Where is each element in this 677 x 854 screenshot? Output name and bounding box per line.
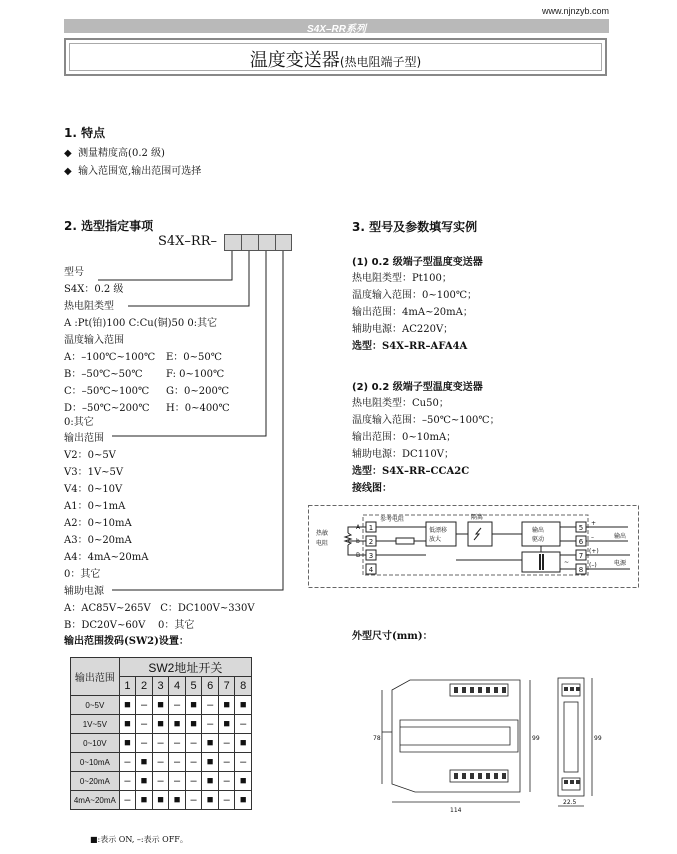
sw2-cell: ■ xyxy=(152,791,169,810)
term-A: A xyxy=(356,524,361,531)
sw2-cell: – xyxy=(218,772,235,791)
sw2-row-label: 0~10V xyxy=(71,734,120,753)
examples-heading: 3. 型号及参数填写实例 xyxy=(352,220,478,234)
out-drive-label-1: 输出 xyxy=(532,527,545,534)
sw2-switch-3: 3 xyxy=(152,677,169,696)
dim-78: 78 xyxy=(373,735,381,742)
sw2-switch-2: 2 xyxy=(136,677,153,696)
rtd-value: A :Pt(铂)100 C:Cu(铜)50 0:其它 xyxy=(64,318,218,329)
sw2-cell: ■ xyxy=(169,715,186,734)
ac-symbol: ~ xyxy=(564,559,570,566)
features-heading: 1. 特点 xyxy=(64,126,106,140)
input-range-f: F: 0~100℃ xyxy=(166,369,225,380)
sw2-cell: – xyxy=(119,772,136,791)
terminal-4: 4 xyxy=(368,566,374,574)
pplus-label: (+) xyxy=(589,548,599,555)
sw2-cell: – xyxy=(136,734,153,753)
sw2-cell: – xyxy=(185,772,202,791)
input-range-c: C：–50℃~100℃ xyxy=(64,386,150,397)
output-item-a3: A3：0~20mA xyxy=(64,535,132,546)
terminal-7: 7 xyxy=(578,552,584,560)
sw2-cell: ■ xyxy=(119,715,136,734)
sw2-row xyxy=(71,715,252,734)
rtd-label: 热电阻类型 xyxy=(64,301,114,312)
output-item-a4: A4：4mA~20mA xyxy=(64,552,149,563)
sw2-cell: – xyxy=(218,734,235,753)
example-1-line-4: 辅助电源：AC220V； xyxy=(352,324,454,335)
terminal-3: 3 xyxy=(368,552,374,560)
sw2-switch-4: 4 xyxy=(169,677,186,696)
sw2-cell: – xyxy=(152,734,169,753)
input-range-h: H：0~400℃ xyxy=(166,403,230,414)
terminal-1: 1 xyxy=(368,524,374,532)
sw2-cell: – xyxy=(169,753,186,772)
output-item-a1: A1：0~1mA xyxy=(64,501,126,512)
example-1-title: (1) 0.2 级端子型温度变送器 xyxy=(352,257,483,268)
selection-heading: 2. 选型指定事项 xyxy=(64,219,154,233)
sw2-row xyxy=(71,753,252,772)
sw2-cell: ■ xyxy=(202,772,219,791)
sw2-cell: ■ xyxy=(235,696,252,715)
input-range-e: E：0~50℃ xyxy=(166,352,222,363)
sw2-cell: ■ xyxy=(136,791,153,810)
amp-label-1: 低漂移 xyxy=(429,527,448,534)
dimensions-label: 外型尺寸(mm)： xyxy=(352,631,433,642)
sw2-row xyxy=(71,772,252,791)
plus-label: + xyxy=(591,520,597,527)
sw2-cell: ■ xyxy=(235,791,252,810)
input-range-d: D：–50℃~200℃ xyxy=(64,403,150,414)
out-drive-label-2: 驱动 xyxy=(532,536,545,543)
sw2-cell: – xyxy=(185,791,202,810)
example-1-model: 选型：S4X–RR–AFA4A xyxy=(352,341,468,352)
feature-item-1: ◆ 测量精度高(0.2 级) xyxy=(64,148,165,159)
term-B: B xyxy=(356,552,361,559)
sw2-cell: – xyxy=(218,753,235,772)
rtd-label-2: 电阻 xyxy=(316,540,329,547)
dim-99-front: 99 xyxy=(594,735,602,742)
sw2-cell: – xyxy=(119,753,136,772)
input-range-label: 温度输入范围 xyxy=(64,335,124,346)
sw2-table xyxy=(70,657,252,810)
sw2-cell: ■ xyxy=(152,715,169,734)
sw2-cell: ■ xyxy=(119,734,136,753)
sw2-switch-7: 7 xyxy=(218,677,235,696)
series-name: S4X–RR系列 xyxy=(307,24,366,35)
input-range-b: B：–50℃~50℃ xyxy=(64,369,143,380)
sw2-cell: ■ xyxy=(136,753,153,772)
sw2-cell: – xyxy=(152,772,169,791)
type-label: 型号 xyxy=(64,267,84,278)
output-item-v3: V3：1V~5V xyxy=(64,467,124,478)
example-2-line-2: 温度输入范围：–50℃~100℃； xyxy=(352,415,500,426)
sw2-row xyxy=(71,791,252,810)
sw2-cell: ■ xyxy=(152,696,169,715)
aux-power-label: 辅助电源 xyxy=(64,586,104,597)
wiring-diagram xyxy=(308,505,648,590)
sw2-switch-5: 5 xyxy=(185,677,202,696)
sw2-cell: – xyxy=(169,772,186,791)
sw2-cell: ■ xyxy=(235,772,252,791)
sw2-cell: ■ xyxy=(136,772,153,791)
minus-label: – xyxy=(591,534,594,541)
output-label: 输出 xyxy=(614,533,627,540)
sw2-cell: – xyxy=(185,734,202,753)
feature-item-2: ◆ 输入范围宽,输出范围可选择 xyxy=(64,166,202,177)
aux-power-row-2: B：DC20V~60V 0：其它 xyxy=(64,620,195,631)
sw2-cell: – xyxy=(169,734,186,753)
website-url[interactable]: www.njnzyb.com xyxy=(541,6,609,16)
sw2-cell: – xyxy=(202,696,219,715)
sw2-switch-8: 8 xyxy=(235,677,252,696)
sw2-caption: 输出范围拨码(SW2)设置： xyxy=(64,636,189,647)
wiring-label: 接线图： xyxy=(352,483,392,494)
terminal-8: 8 xyxy=(578,566,584,574)
sw2-cell: ■ xyxy=(202,791,219,810)
sw2-cell: ■ xyxy=(202,753,219,772)
example-2-line-1: 热电阻类型：Cu50； xyxy=(352,398,449,409)
sw2-switch-1: 1 xyxy=(119,677,136,696)
sw2-row-label: 1V~5V xyxy=(71,715,120,734)
sw2-cell: – xyxy=(185,753,202,772)
example-2-model: 选型：S4X–RR–CCA2C xyxy=(352,466,470,477)
input-range-a: A：–100℃~100℃ xyxy=(64,352,156,363)
output-item-other: 0：其它 xyxy=(64,569,101,580)
terminal-2: 2 xyxy=(368,538,374,546)
sw2-switch-6: 6 xyxy=(202,677,219,696)
output-range-label: 输出范围 xyxy=(64,433,104,444)
terminal-6: 6 xyxy=(578,538,584,546)
sw2-cell: – xyxy=(136,715,153,734)
sw2-cell: ■ xyxy=(185,715,202,734)
input-range-g: G：0~200℃ xyxy=(166,386,230,397)
example-2-line-4: 辅助电源：DC110V； xyxy=(352,449,454,460)
isolation-label: 隔离 xyxy=(471,514,484,521)
sw2-row xyxy=(71,734,252,753)
sw2-cell: – xyxy=(218,791,235,810)
dim-22-5: 22.5 xyxy=(563,799,577,806)
amp-label-2: 放大 xyxy=(429,536,442,543)
sw2-row-label: 4mA~20mA xyxy=(71,791,120,810)
dim-99-side: 99 xyxy=(532,735,540,742)
sw2-row xyxy=(71,696,252,715)
input-range-other: 0:其它 xyxy=(64,417,94,428)
sw2-cell: ■ xyxy=(202,734,219,753)
sw2-cell: – xyxy=(136,696,153,715)
sw2-col-header: 输出范围 xyxy=(71,658,120,696)
page-title: 温度变送器(热电阻端子型) xyxy=(249,50,422,71)
sw2-cell: – xyxy=(235,753,252,772)
dimension-drawing xyxy=(370,672,610,822)
sw2-cell: ■ xyxy=(218,715,235,734)
sw2-cell: – xyxy=(202,715,219,734)
sw2-cell: – xyxy=(235,715,252,734)
sw2-cell: ■ xyxy=(185,696,202,715)
example-2-line-3: 输出范围：0~10mA； xyxy=(352,432,457,443)
sw2-cell: ■ xyxy=(119,696,136,715)
example-1-line-2: 温度输入范围：0~100℃； xyxy=(352,290,478,301)
sw2-cell: ■ xyxy=(218,696,235,715)
ref-current-label: 参考电阻 xyxy=(380,516,405,523)
sw2-cell: – xyxy=(152,753,169,772)
terminal-5: 5 xyxy=(578,524,584,532)
output-item-v2: V2：0~5V xyxy=(64,450,116,461)
rtd-label-1: 热敏 xyxy=(316,530,329,537)
sw2-row-label: 0~5V xyxy=(71,696,120,715)
sw2-note: ■:表示 ON, –:表示 OFF。 xyxy=(90,835,188,844)
sw2-cell: – xyxy=(119,791,136,810)
output-item-v4: V4：0~10V xyxy=(64,484,123,495)
sw2-row-label: 0~10mA xyxy=(71,753,120,772)
model-prefix: S4X–RR– xyxy=(158,234,218,249)
sw2-row-label: 0~20mA xyxy=(71,772,120,791)
dim-114: 114 xyxy=(450,807,462,814)
term-b: b xyxy=(356,538,360,545)
pminus-label: (–) xyxy=(589,562,597,569)
sw2-cell: ■ xyxy=(235,734,252,753)
power-label: 电源 xyxy=(614,560,627,567)
example-2-title: (2) 0.2 级端子型温度变送器 xyxy=(352,382,483,393)
example-1-line-3: 输出范围：4mA~20mA； xyxy=(352,307,473,318)
sw2-cell: ■ xyxy=(169,791,186,810)
sw2-group-header: SW2地址开关 xyxy=(119,658,251,677)
output-item-a2: A2：0~10mA xyxy=(64,518,132,529)
example-1-line-1: 热电阻类型：Pt100； xyxy=(352,273,452,284)
sw2-cell: – xyxy=(169,696,186,715)
aux-power-row-1: A：AC85V~265V C：DC100V~330V xyxy=(64,603,255,614)
type-value: S4X：0.2 级 xyxy=(64,284,124,295)
